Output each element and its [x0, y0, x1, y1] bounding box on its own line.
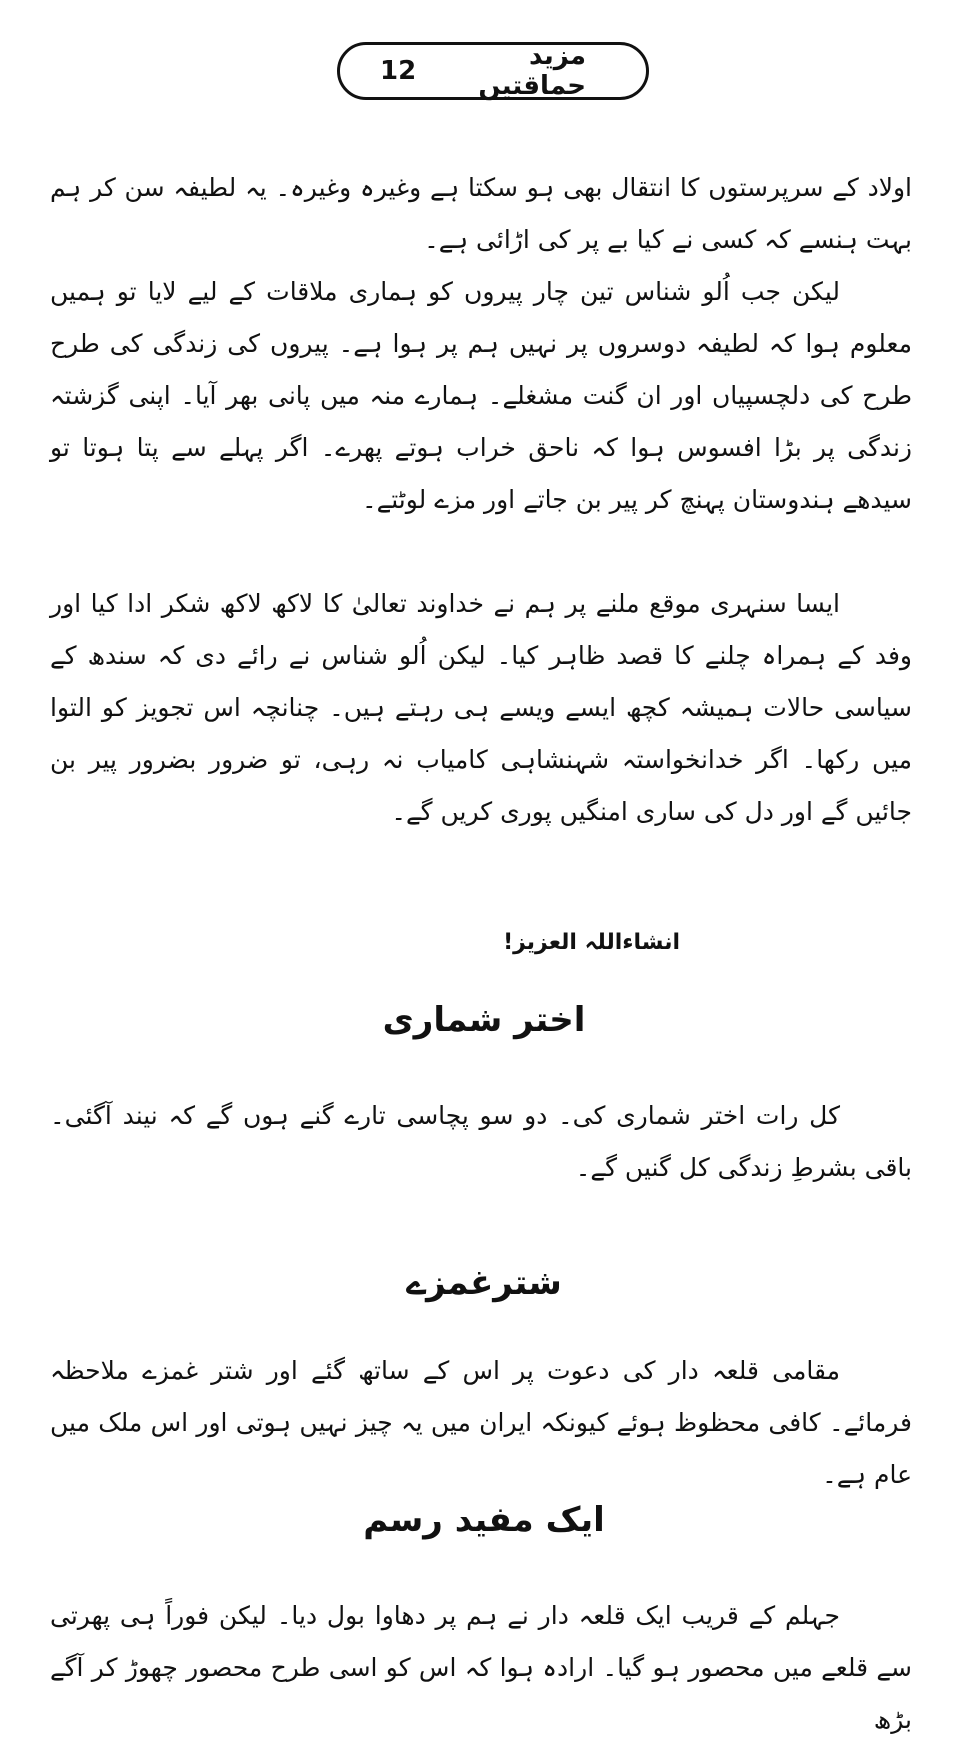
heading-akhtar-shumari: اختر شماری — [382, 1000, 586, 1040]
paragraph-fort-keeper-invitation: مقامی قلعہ دار کی دعوت پر اس کے ساتھ گئے اور شتر غمزے ملاحظہ فرمائے۔ کافی محظوظ ہوئے کیونکہ ایران میں یہ چیز نہیں ہوتی اور اس ملک میں عام ہے۔ — [50, 1356, 912, 1489]
heading-shutur-ghamze: شترغمزے — [406, 1263, 562, 1303]
running-header — [337, 42, 649, 100]
page-number: 12 — [380, 56, 417, 86]
paragraph-continuation: اولاد کے سرپرستوں کا انتقال بھی ہو سکتا ہے وغیرہ وغیرہ۔ یہ لطیفہ سن کر ہم بہت ہنسے کہ کسی نے کیا بے پر کی اڑائی ہے۔ — [50, 173, 912, 254]
paragraph-star-counting: کل رات اختر شماری کی۔ دو سو پچاسی تارے گنے ہوں گے کہ نیند آگئی۔ باقی بشرطِ زندگی کل گنیں گے۔ — [50, 1101, 912, 1182]
signoff-inshallah: انشاءاللہ العزیز! — [503, 930, 680, 955]
book-title: مزید حماقتیں — [478, 41, 586, 101]
paragraph-opportunity: ایسا سنہری موقع ملنے پر ہم نے خداوند تعالیٰ کا لاکھ لاکھ شکر ادا کیا اور وفد کے ہمراہ چلنے کا قصد ظاہر کیا۔ لیکن اُلو شناس نے رائے دی کہ سندھ کے سیاسی حالات ہمیشہ کچھ ایسے ویسے ہی رہتے ہیں۔ چنانچہ اس تجویز کو التوا میں رکھا۔ اگر خدانخواستہ شہنشاہی کامیاب نہ رہی، تو ضرور بضرور پیر بن جائیں گے اور دل کی ساری امنگیں پوری کریں گے۔ — [50, 589, 912, 826]
paragraph-peers: لیکن جب اُلو شناس تین چار پیروں کو ہماری ملاقات کے لیے لایا تو ہمیں معلوم ہوا کہ لطیفہ دوسروں پر نہیں ہم پر ہوا ہے۔ پیروں کی زندگی کی طرح طرح کی دلچسپیاں اور ان گنت مشغلے۔ ہمارے منہ میں پانی بھر آیا۔ اپنی گزشتہ زندگی پر بڑا افسوس ہوا کہ ناحق خراب ہوتے پھرے۔ اگر پہلے سے پتا ہوتا تو سیدھے ہندوستان پہنچ کر پیر بن جاتے اور مزے لوٹتے۔ — [50, 277, 912, 514]
heading-useful-custom: ایک مفید رسم — [363, 1500, 605, 1540]
paragraph-jhelum: جہلم کے قریب ایک قلعہ دار نے ہم پر دھاوا بول دیا۔ لیکن فوراً ہی پھرتی سے قلعے میں محصور ہو گیا۔ ارادہ ہوا کہ اس کو اسی طرح محصور چھوڑ کر آگے بڑھ — [50, 1601, 912, 1734]
